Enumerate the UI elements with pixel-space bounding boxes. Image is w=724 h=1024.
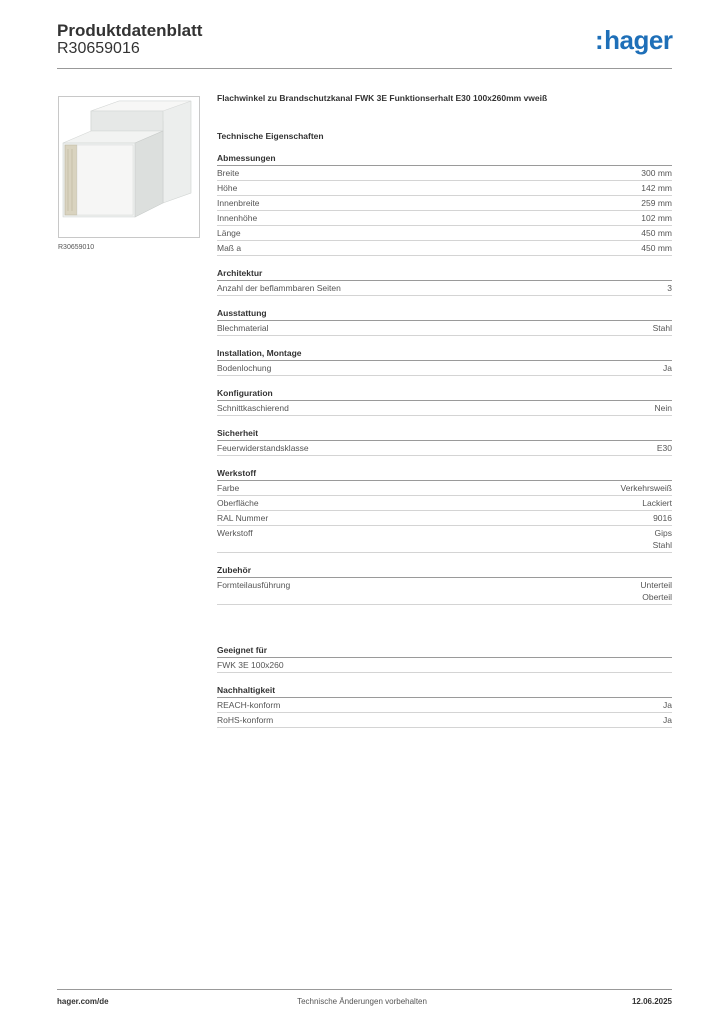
property-label: Höhe — [217, 183, 238, 193]
property-value — [653, 322, 672, 334]
property-section — [217, 684, 672, 728]
property-value-line: Unterteil — [640, 580, 672, 590]
property-row — [217, 196, 672, 211]
property-row — [217, 713, 672, 728]
property-value — [657, 442, 672, 454]
property-value — [663, 714, 672, 726]
section-title: Zubehör — [217, 564, 672, 578]
property-value-line: 102 mm — [641, 213, 672, 223]
property-value — [640, 579, 672, 603]
product-name: Flachwinkel zu Brandschutzkanal FWK 3E Funktionserhalt E30 100x260mm vweiß — [217, 93, 548, 103]
property-section — [217, 307, 672, 336]
property-row — [217, 211, 672, 226]
image-caption: R30659010 — [58, 244, 95, 251]
property-value-line: E30 — [656, 443, 672, 453]
property-value-line: Ja — [663, 715, 672, 725]
property-value-line: 259 mm — [641, 198, 672, 208]
section-title: Sicherheit — [217, 427, 672, 441]
property-value — [667, 282, 672, 294]
cable-duct-angle-icon — [59, 97, 199, 237]
logo-text: hager — [604, 25, 673, 55]
property-value — [641, 197, 672, 209]
property-row — [217, 166, 672, 181]
property-value — [653, 527, 672, 551]
property-value-line: Stahl — [652, 323, 672, 333]
property-value — [663, 699, 672, 711]
property-row — [217, 481, 672, 496]
property-row — [217, 511, 672, 526]
property-row — [217, 281, 672, 296]
section-title: Werkstoff — [217, 467, 672, 481]
property-value-line: 9016 — [653, 513, 672, 523]
property-value-line: Oberteil — [642, 592, 672, 602]
property-value-line: 450 mm — [641, 243, 672, 253]
property-value-line: Ja — [663, 363, 672, 373]
property-label: Bodenlochung — [217, 363, 272, 373]
property-label: REACH-konform — [217, 700, 281, 710]
product-image — [58, 96, 200, 238]
property-value — [641, 182, 672, 194]
property-sections — [217, 152, 672, 728]
property-label: Innenbreite — [217, 198, 260, 208]
header-divider — [57, 68, 672, 69]
product-details — [217, 92, 672, 728]
property-value-line: Verkehrsweiß — [620, 483, 672, 493]
property-row — [217, 321, 672, 336]
property-value-line: 3 — [667, 283, 672, 293]
property-section — [217, 467, 672, 553]
property-label: Länge — [217, 228, 241, 238]
property-section — [217, 267, 672, 296]
section-title: Architektur — [217, 267, 672, 281]
property-value-line: Lackiert — [642, 498, 672, 508]
property-section — [217, 644, 672, 673]
property-value-line: Nein — [654, 403, 672, 413]
section-title: Geeignet für — [217, 644, 672, 658]
property-row — [217, 658, 672, 673]
property-section — [217, 347, 672, 376]
property-label: Blechmaterial — [217, 323, 269, 333]
property-row — [217, 496, 672, 511]
property-row — [217, 578, 672, 605]
technical-properties-heading: Technische Eigenschaften — [217, 131, 324, 141]
property-value-line: Gips — [654, 528, 672, 538]
property-row — [217, 698, 672, 713]
property-label: Feuerwiderstandsklasse — [217, 443, 309, 453]
section-title: Abmessungen — [217, 152, 672, 166]
property-row — [217, 401, 672, 416]
section-title: Konfiguration — [217, 387, 672, 401]
product-code: R30659016 — [57, 40, 140, 57]
property-row — [217, 441, 672, 456]
hager-logo[interactable] — [595, 26, 672, 54]
property-row — [217, 226, 672, 241]
property-value — [642, 497, 672, 509]
property-value-line: 450 mm — [641, 228, 672, 238]
property-label: Formteilausführung — [217, 580, 291, 590]
property-label: Breite — [217, 168, 240, 178]
property-value — [641, 167, 672, 179]
section-title: Ausstattung — [217, 307, 672, 321]
property-value — [641, 227, 672, 239]
property-section — [217, 387, 672, 416]
property-value-line: 300 mm — [641, 168, 672, 178]
footer-website-link[interactable]: hager.com/de — [57, 997, 109, 1006]
property-row — [217, 241, 672, 256]
property-value — [641, 242, 672, 254]
property-value-line: 142 mm — [641, 183, 672, 193]
property-label: Schnittkaschierend — [217, 403, 289, 413]
property-section — [217, 152, 672, 256]
property-value — [655, 402, 672, 414]
property-section — [217, 564, 672, 605]
property-label: Werkstoff — [217, 528, 253, 538]
footer-disclaimer: Technische Änderungen vorbehalten — [297, 997, 427, 1006]
property-label: RAL Nummer — [217, 513, 269, 523]
property-label: RoHS-konform — [217, 715, 274, 725]
property-section — [217, 427, 672, 456]
footer-date: 12.06.2025 — [631, 997, 672, 1006]
logo-colon-icon: : — [595, 25, 604, 55]
property-label: Anzahl der beflammbaren Seiten — [217, 283, 341, 293]
property-label: Innenhöhe — [217, 213, 258, 223]
footer-divider — [57, 989, 672, 990]
property-value-line: Ja — [663, 700, 672, 710]
property-label: Oberfläche — [217, 498, 259, 508]
property-row — [217, 361, 672, 376]
section-title: Nachhaltigkeit — [217, 684, 672, 698]
property-label: FWK 3E 100x260 — [217, 660, 284, 670]
section-title: Installation, Montage — [217, 347, 672, 361]
property-value — [663, 362, 672, 374]
property-value — [653, 512, 672, 524]
page-title: Produktdatenblatt — [57, 21, 203, 40]
property-value-line: Stahl — [652, 540, 672, 550]
property-value — [621, 482, 673, 494]
property-row — [217, 526, 672, 553]
property-label: Maß a — [217, 243, 242, 253]
property-row — [217, 181, 672, 196]
property-label: Farbe — [217, 483, 240, 493]
property-value — [641, 212, 672, 224]
